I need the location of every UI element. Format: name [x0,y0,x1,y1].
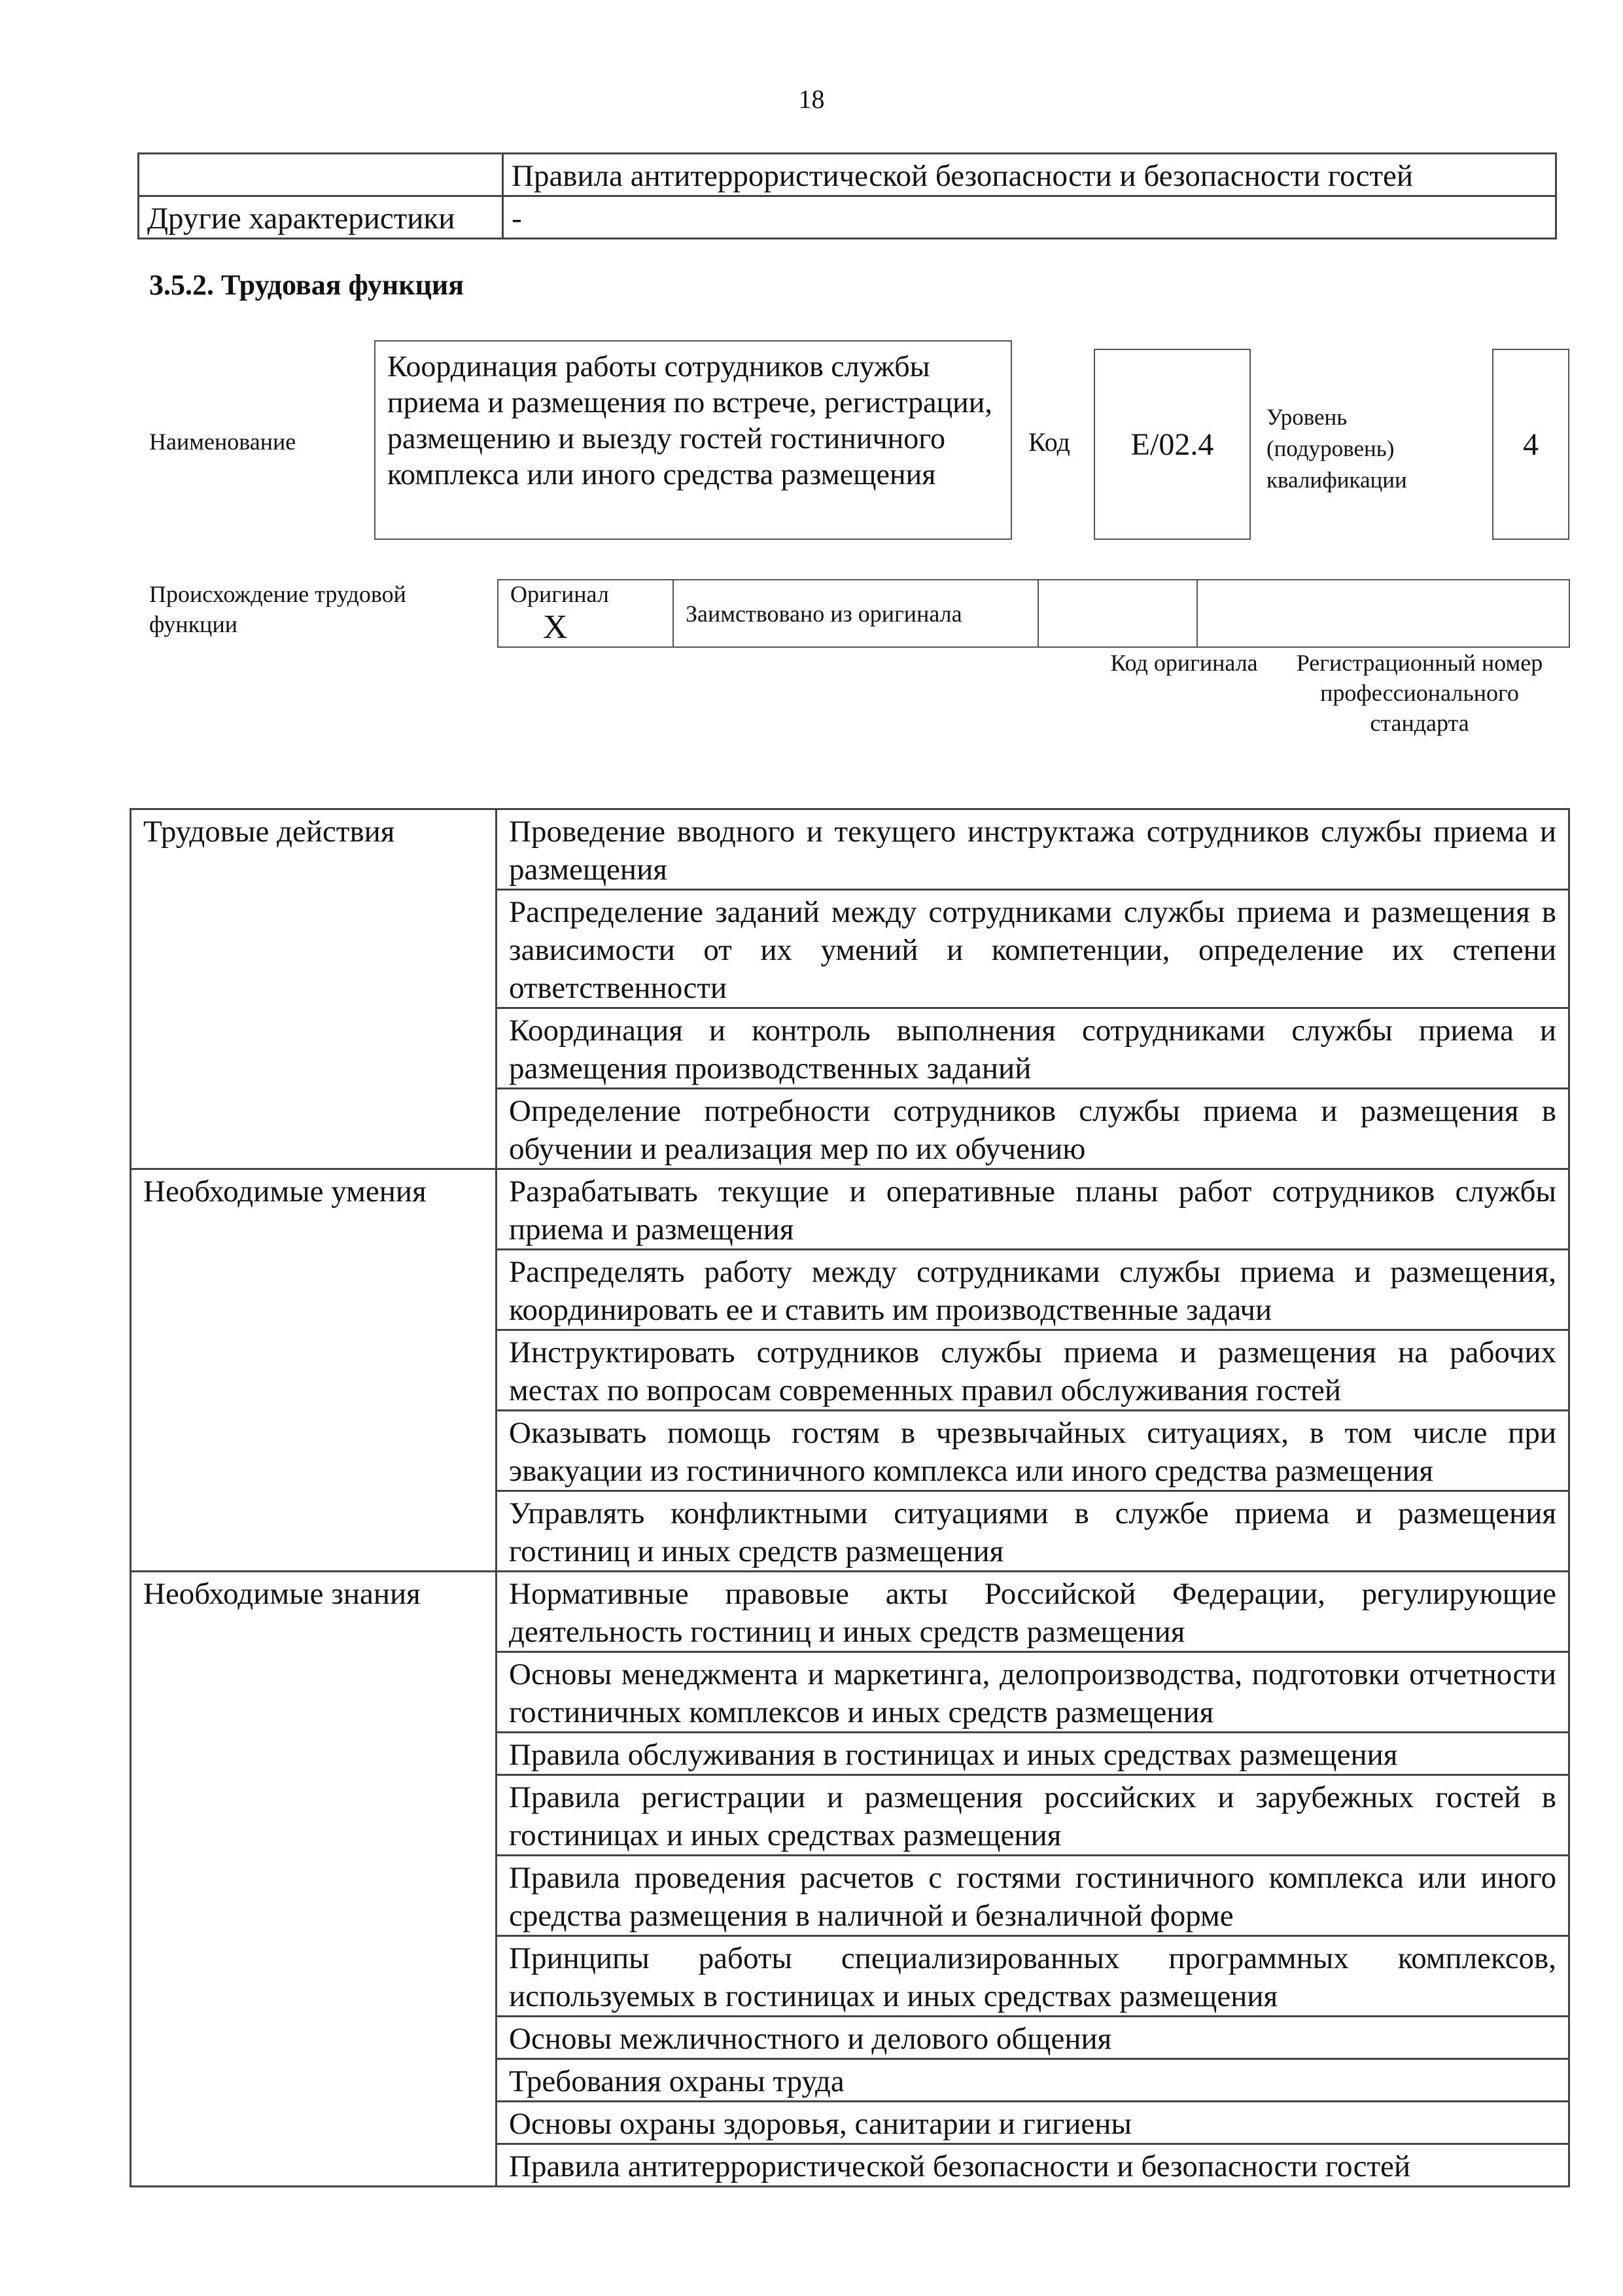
labor-function-table [130,808,1570,2187]
code-caption: Код оригинала [1110,650,1258,676]
table-cell: Правила обслуживания в гостиницах и иных средствах размещения [497,1733,1569,1775]
row-label [139,154,503,196]
continuation-table [137,152,1557,239]
table-row [131,1572,1569,1652]
level-value-box [1492,349,1569,540]
table-cell: Принципы работы специализированных программных комплексов, используемых в гостиницах и иных средствах размещения [497,1936,1569,2017]
level-label: Уровень (подуровень) квалификации [1266,404,1407,493]
table-cell: Основы менеджмента и маркетинга, делопроизводства, подготовки отчетности гостиничных комплексов и иных средств размещения [497,1652,1569,1733]
name-label: Наименование [149,429,296,455]
table-cell: Правила антитеррористической безопасности и безопасности гостей [497,2144,1569,2187]
category-cell: Трудовые действия [131,809,497,1169]
original-cell [498,580,673,647]
code-value-box [1094,349,1251,540]
table-row [131,1169,1569,1250]
table-cell: Требования охраны труда [497,2059,1569,2102]
table-cell: Проведение вводного и текущего инструктажа сотрудников службы приема и размещения [497,809,1569,890]
original-code-cell [1038,580,1197,647]
original-label: Оригинал [510,581,609,607]
row-value: Правила антитеррористической безопасности и безопасности гостей [503,154,1556,196]
table-cell: Разрабатывать текущие и оперативные планы работ сотрудников службы приема и размещения [497,1169,1569,1250]
table-cell: Оказывать помощь гостям в чрезвычайных ситуациях, в том числе при эвакуации из гостиничного комплекса или иного средства размещения [497,1411,1569,1491]
original-mark: X [543,609,568,646]
table-cell: Определение потребности сотрудников службы приема и размещения в обучении и реализация мер по их обучению [497,1089,1569,1169]
table-cell: Нормативные правовые акты Российской Федерации, регулирующие деятельность гостиниц и иных средств размещения [497,1572,1569,1652]
table-cell: Правила проведения расчетов с гостями гостиничного комплекса или иного средства размещения в наличной и безналичной форме [497,1856,1569,1936]
origin-table [497,579,1570,648]
function-name-box: Координация работы сотрудников службы приема и размещения по встрече, регистрации, размещению и выезду гостей гостиничного комплекса или иного средства размещения [374,340,1012,540]
table-cell: Координация и контроль выполнения сотрудниками службы приема и размещения производственных заданий [497,1008,1569,1089]
level-value: 4 [1523,427,1539,462]
table-row [139,154,1556,196]
registration-caption: Регистрационный номер профессионального стандарта [1296,650,1543,736]
code-label: Код [1028,427,1070,457]
page-number: 18 [798,84,825,114]
category-cell: Необходимые знания [131,1572,497,2187]
table-cell: Основы межличностного и делового общения [497,2017,1569,2059]
table-row [498,580,1569,647]
origin-label: Происхождение трудовой функции [149,581,406,637]
borrowed-cell: Заимствовано из оригинала [673,580,1038,647]
row-value: - [503,196,1556,239]
table-row [139,196,1556,239]
code-value: E/02.4 [1130,427,1214,462]
table-cell: Распределять работу между сотрудниками службы приема и размещения, координировать ее и ставить им производственные задачи [497,1250,1569,1330]
table-cell: Инструктировать сотрудников службы приема и размещения на рабочих местах по вопросам современных правил обслуживания гостей [497,1330,1569,1411]
row-label: Другие характеристики [139,196,503,239]
table-cell: Распределение заданий между сотрудниками службы приема и размещения в зависимости от их умений и компетенции, определение их степени ответственности [497,890,1569,1008]
registration-number-cell [1197,580,1569,647]
table-row [131,809,1569,890]
section-heading: 3.5.2. Трудовая функция [149,269,464,301]
table-cell: Управлять конфликтными ситуациями в службе приема и размещения гостиниц и иных средств размещения [497,1491,1569,1572]
table-cell: Основы охраны здоровья, санитарии и гигиены [497,2102,1569,2144]
table-cell: Правила регистрации и размещения российских и зарубежных гостей в гостиницах и иных средствах размещения [497,1775,1569,1856]
category-cell: Необходимые умения [131,1169,497,1572]
